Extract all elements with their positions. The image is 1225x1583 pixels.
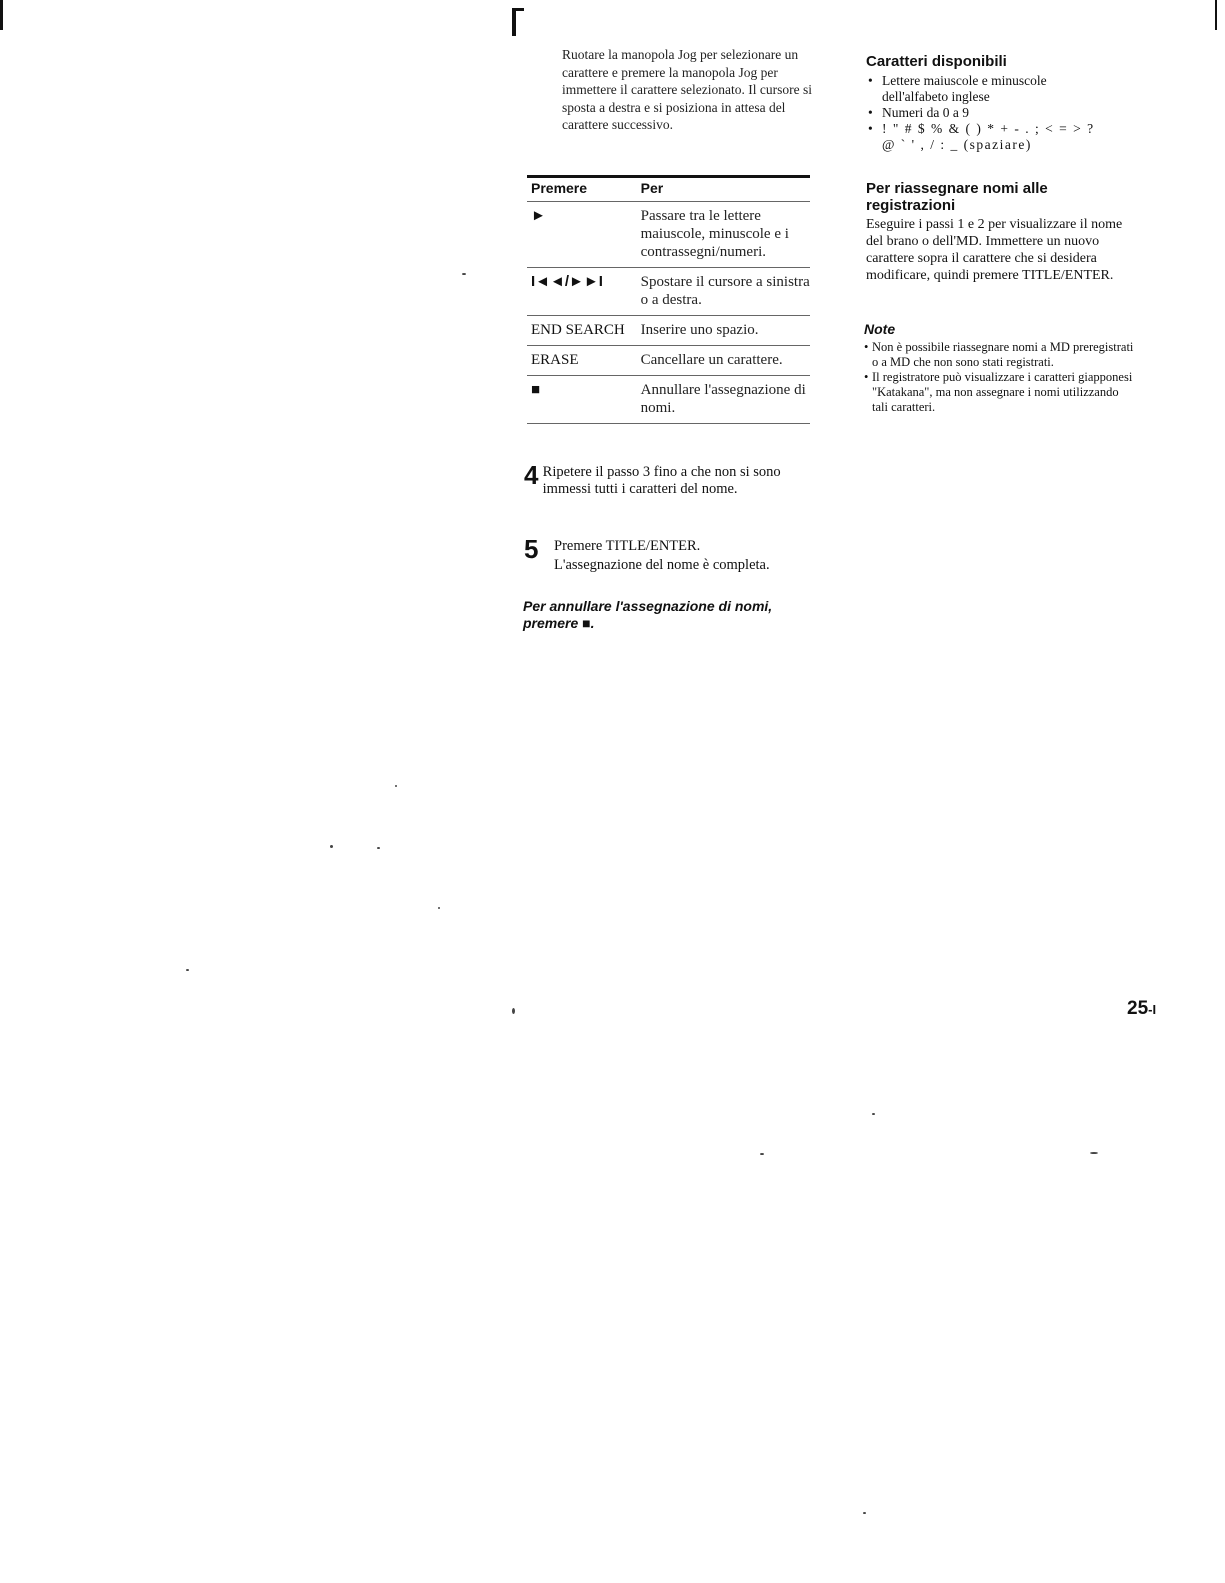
- step-text-2: L'assegnazione del nome è completa.: [554, 557, 770, 573]
- scan-edge-right: [1215, 0, 1217, 30]
- step-number: 5: [524, 534, 539, 564]
- step-text: Ripetere il passo 3 fino a che non si sono immessi tutti i caratteri del nome.: [542, 464, 781, 497]
- scan-speck: [760, 1153, 764, 1155]
- step-text: Premere TITLE/ENTER.: [554, 538, 701, 554]
- table-cell: Cancellare un carattere.: [640, 352, 783, 368]
- note-list: [864, 340, 1136, 415]
- scan-speck: [512, 1008, 515, 1014]
- table-bottom-rule: [527, 423, 810, 434]
- table-header-key: Premere: [531, 180, 588, 196]
- cancel-note: Per annullare l'assegnazione di nomi, premere ■.: [523, 598, 773, 631]
- list-item: • ! " # $ % & ( ) * + - . ; < = > ?: [868, 121, 1095, 136]
- table-row: [527, 201, 810, 267]
- page-number: 25-I: [1127, 998, 1157, 1019]
- table-key: END SEARCH: [531, 322, 625, 338]
- section-heading: Per riassegnare nomi alle registrazioni: [866, 180, 1048, 214]
- binding-mark: [512, 8, 516, 36]
- step-number: 4: [524, 460, 539, 490]
- reassign-section: [866, 180, 1138, 284]
- character-list: [866, 73, 1098, 153]
- table-row: [527, 345, 810, 375]
- step-4: [524, 462, 814, 498]
- table-cell: Annullare l'assegnazione di nomi.: [640, 382, 806, 416]
- note-section: [864, 321, 1136, 415]
- note-title: Note: [864, 321, 896, 337]
- table-row: [527, 267, 810, 315]
- table-header-value: Per: [640, 180, 664, 196]
- scan-edge-left: [0, 0, 3, 30]
- scan-speck: [330, 845, 333, 848]
- scan-speck: [377, 847, 380, 849]
- table-cell: Spostare il cursore a sinistra o a destra.: [640, 274, 810, 308]
- scan-speck: [462, 273, 466, 275]
- scan-speck: [186, 969, 189, 971]
- list-item: • Numeri da 0 a 9: [868, 105, 969, 120]
- scan-speck: [863, 1512, 866, 1514]
- binding-mark-top: [512, 8, 524, 11]
- list-item: • Non è possibile riassegnare nomi a MD preregistrati o a MD che non sono stati registrati.: [864, 340, 1134, 369]
- section-heading: Caratteri disponibili: [866, 53, 1007, 70]
- table-cell: Passare tra le lettere maiuscole, minuscole e i contrassegni/numeri.: [640, 208, 789, 260]
- scan-speck: [438, 907, 440, 909]
- table-row: [527, 375, 810, 423]
- table-header: [527, 178, 810, 201]
- table-key: ERASE: [531, 352, 579, 368]
- table-row: [527, 315, 810, 345]
- list-item: • Il registratore può visualizzare i caratteri giapponesi "Katakana", ma non assegnare i nomi utilizzando tali caratteri.: [864, 370, 1133, 414]
- step-body: [554, 536, 770, 574]
- skip-prev-next-icon: I◄◄/►►I: [531, 273, 603, 290]
- reassign-body: Eseguire i passi 1 e 2 per visualizzare il nome del brano o dell'MD. Immettere un nuovo carattere sopra il carattere che si desidera modificare, quindi premere TITLE/ENTER.: [866, 217, 1123, 283]
- scan-speck: [1090, 1152, 1098, 1154]
- play-icon: ►: [531, 207, 546, 224]
- intro-paragraph: Ruotare la manopola Jog per selezionare un carattere e premere la manopola Jog per immettere il carattere selezionato. Il cursore si sposta a destra e si posiziona in attesa del carattere successivo.: [562, 47, 813, 132]
- list-item: @ ` ' , / : _ (spaziare): [882, 137, 1032, 152]
- step-5: [524, 536, 814, 574]
- scan-speck: [395, 785, 397, 787]
- list-item: • Lettere maiuscole e minuscole dell'alfabeto inglese: [868, 73, 1047, 104]
- table-cell: Inserire uno spazio.: [640, 322, 759, 338]
- available-characters-section: [866, 53, 1166, 153]
- button-table: [527, 175, 810, 434]
- scan-speck: [872, 1113, 875, 1115]
- stop-icon: ■: [531, 381, 541, 398]
